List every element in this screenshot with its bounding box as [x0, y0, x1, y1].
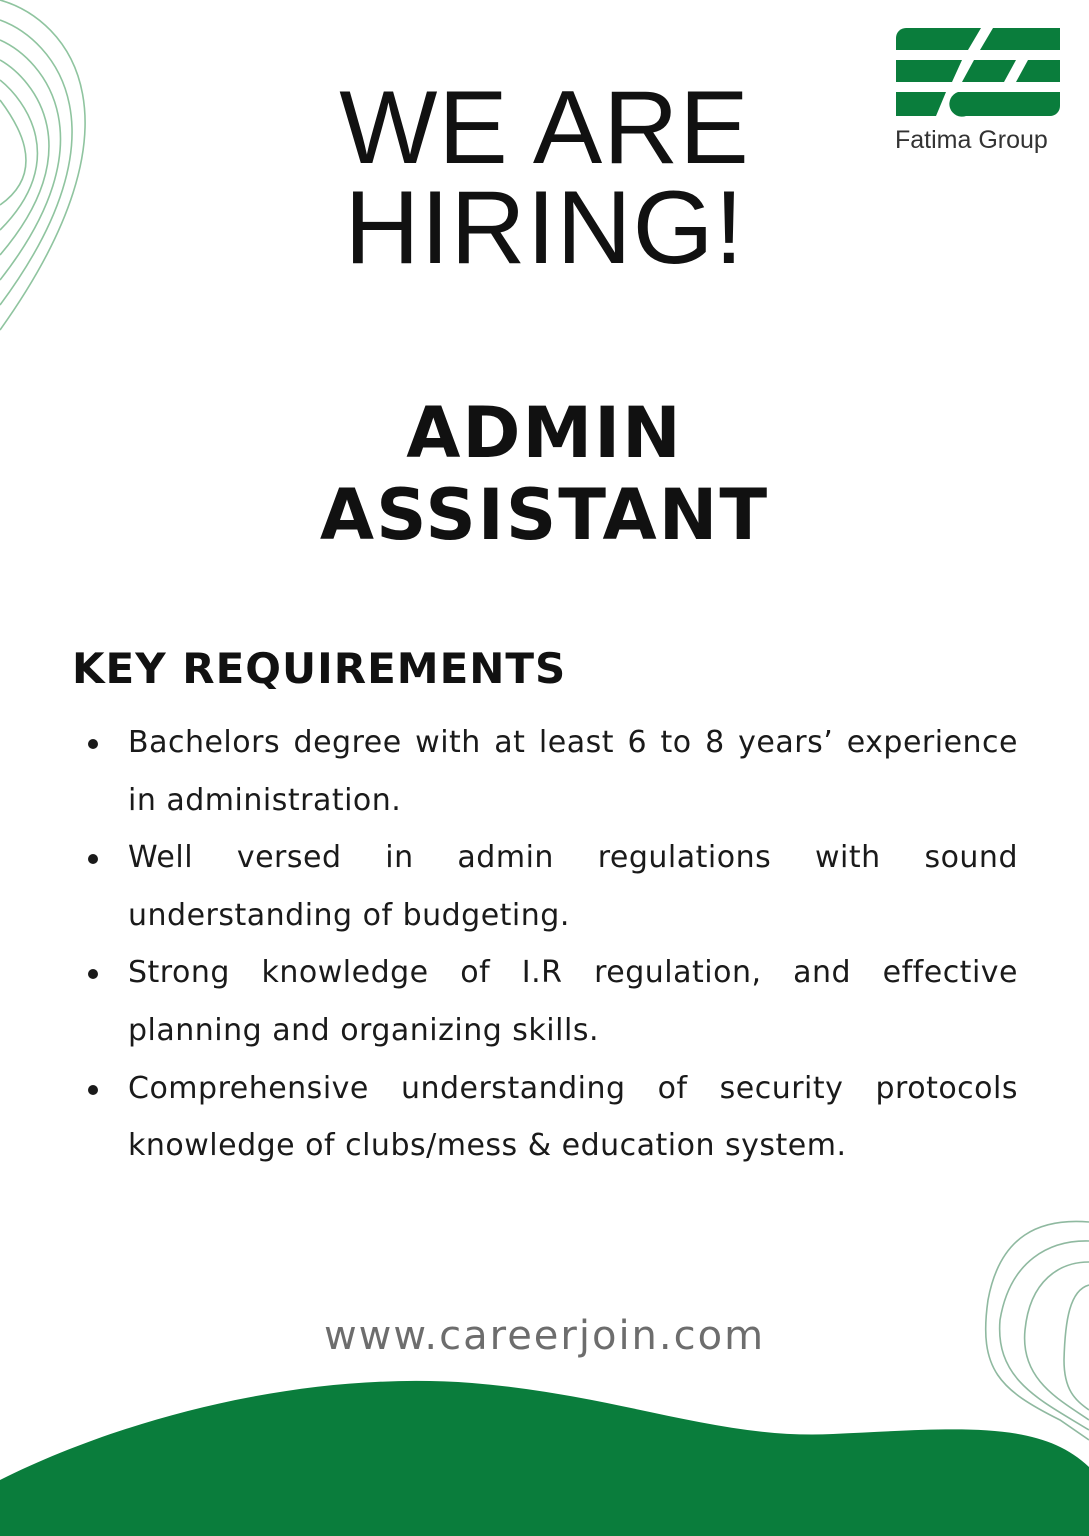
job-title: [0, 392, 1089, 556]
requirement-item: Bachelors degree with at least 6 to 8 years’ experience in administration.: [80, 714, 1018, 829]
headline-line-2: HIRING!: [344, 170, 745, 286]
requirements-list: [80, 714, 1018, 1175]
requirements-heading: KEY REQUIREMENTS: [72, 644, 567, 693]
green-wave-footer: [0, 1381, 1089, 1536]
job-title-line-1: ADMIN: [406, 392, 683, 474]
watermark: www.careerjoin.com: [323, 1313, 766, 1359]
requirement-item: Comprehensive understanding of security protocols knowledge of clubs/mess & education system.: [80, 1060, 1018, 1175]
requirement-item: Strong knowledge of I.R regulation, and effective planning and organizing skills.: [80, 944, 1018, 1059]
requirement-item: Well versed in admin regulations with sound understanding of budgeting.: [80, 829, 1018, 944]
job-title-line-2: ASSISTANT: [319, 474, 770, 556]
brand-name: Fatima Group: [895, 126, 1048, 154]
headline-line-1: WE ARE: [339, 70, 750, 186]
headline: [0, 70, 1089, 286]
